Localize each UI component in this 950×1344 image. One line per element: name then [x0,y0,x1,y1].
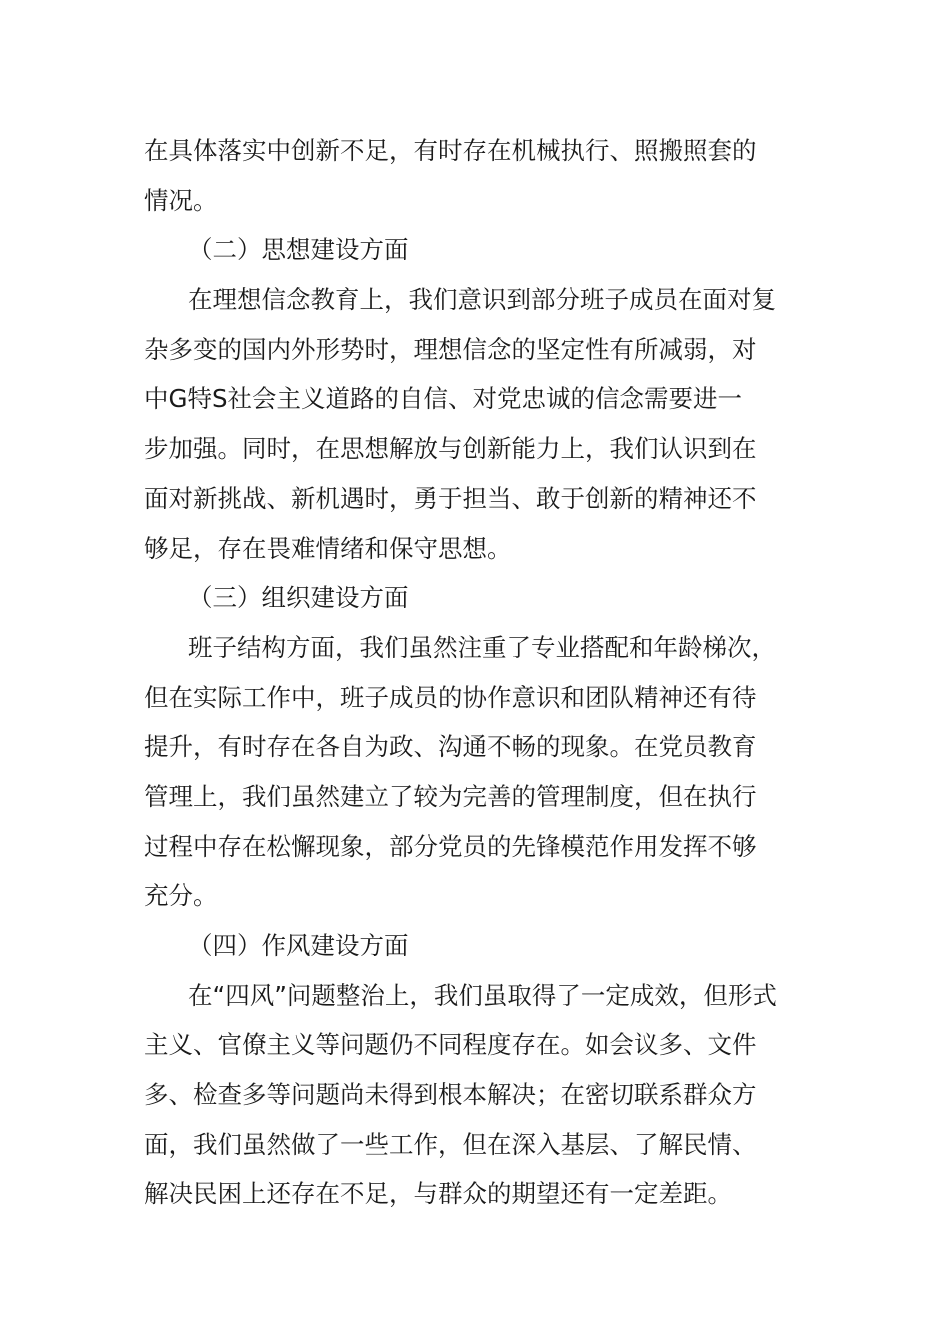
section-heading-3: （三）组织建设方面 [188,583,409,613]
text-line: 多、检查多等问题尚未得到根本解决；在密切联系群众方 [144,1080,757,1110]
text-line: 充分。 [144,881,218,911]
text-line: 够足，存在畏难情绪和保守思想。 [144,533,512,563]
text-line: 面，我们虽然做了一些工作，但在深入基层、了解民情、 [144,1129,757,1159]
text-line: 但在实际工作中，班子成员的协作意识和团队精神还有待 [144,682,757,712]
text-line: 解决民困上还存在不足，与群众的期望还有一定差距。 [144,1179,732,1209]
text-line: 在理想信念教育上，我们意识到部分班子成员在面对复 [188,285,776,315]
section-heading-4: （四）作风建设方面 [188,931,409,960]
text-line: 步加强。同时，在思想解放与创新能力上，我们认识到在 [144,434,757,464]
text-line: 中G特S社会主义道路的自信、对党忠诚的信念需要进一 [144,384,743,414]
text-line: 管理上，我们虽然建立了较为完善的管理制度，但在执行 [144,781,757,811]
text-line: 过程中存在松懈现象，部分党员的先锋模范作用发挥不够 [144,831,757,861]
text-line: 在“四风”问题整治上，我们虽取得了一定成效，但形式 [188,980,777,1010]
text-line: 提升，有时存在各自为政、沟通不畅的现象。在党员教育 [144,732,757,762]
section-heading-2: （二）思想建设方面 [188,235,409,265]
text-line: 班子结构方面，我们虽然注重了专业搭配和年龄梯次， [188,632,776,662]
document-body [144,126,804,1219]
text-line: 情况。 [144,185,218,215]
text-line: 杂多变的国内外形势时，理想信念的坚定性有所减弱，对 [144,334,757,364]
text-line: 主义、官僚主义等问题仍不同程度存在。如会议多、文件 [144,1030,757,1060]
text-line: 在具体落实中创新不足，有时存在机械执行、照搬照套的 [144,136,757,165]
text-line: 面对新挑战、新机遇时，勇于担当、敢于创新的精神还不 [144,483,757,513]
